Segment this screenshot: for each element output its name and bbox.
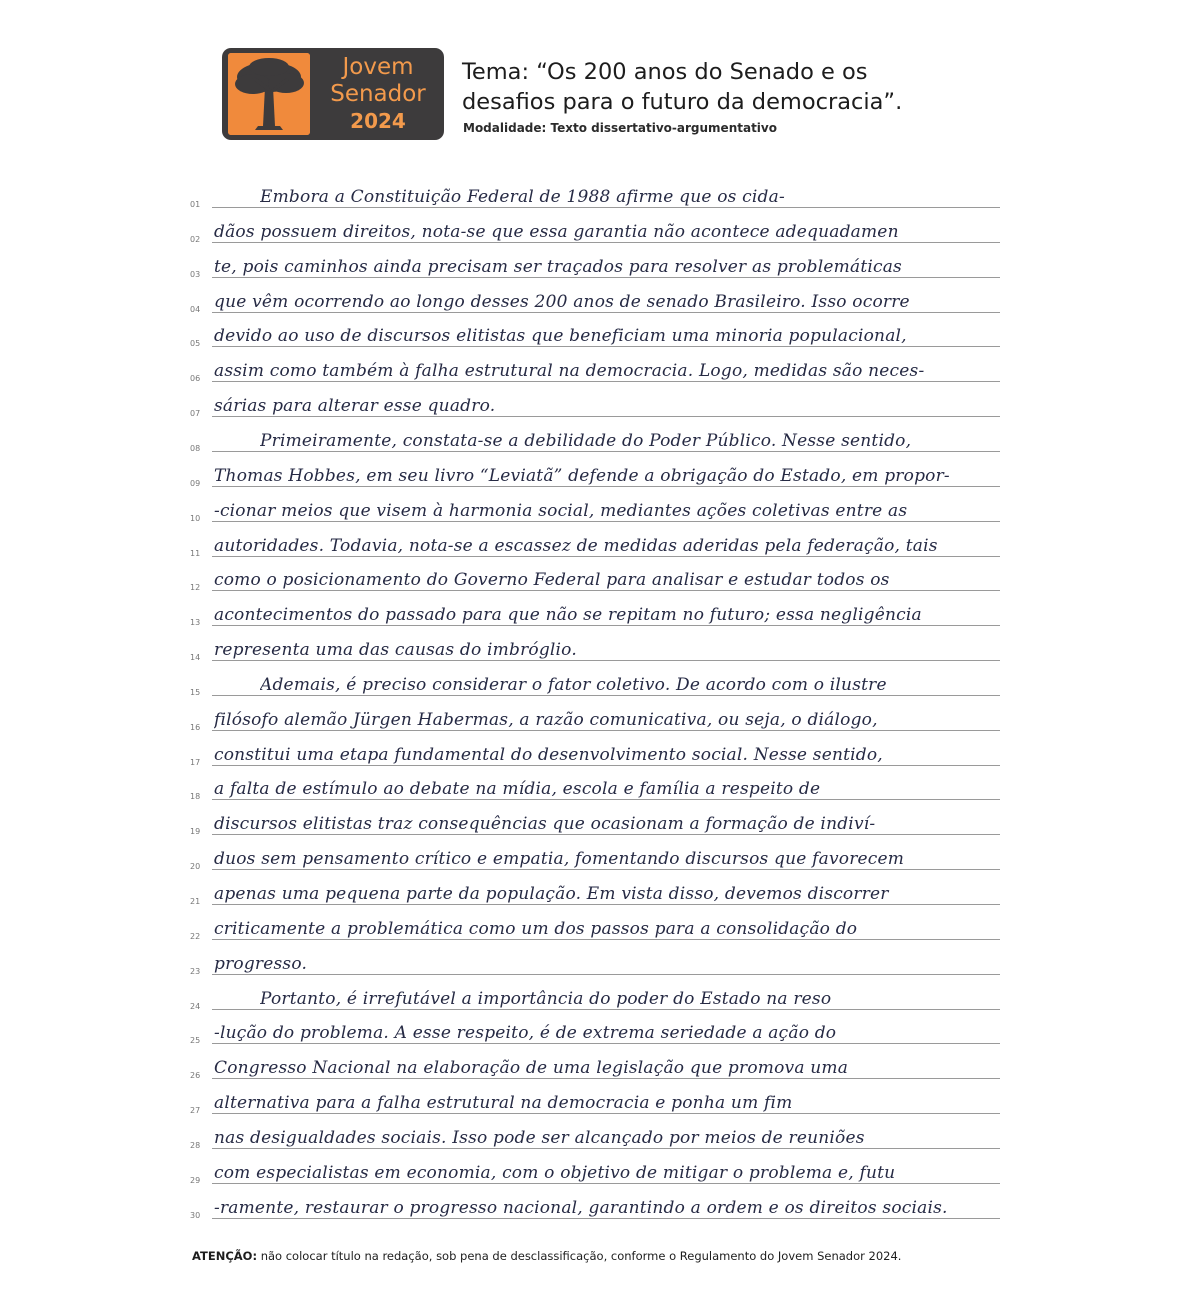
essay-line xyxy=(190,773,1010,803)
essay-line xyxy=(190,1122,1010,1152)
essay-line xyxy=(190,251,1010,281)
line-rule xyxy=(212,556,1000,557)
line-number: 11 xyxy=(190,548,201,558)
essay-line xyxy=(190,1087,1010,1117)
line-number: 12 xyxy=(190,583,201,593)
line-rule xyxy=(212,1078,1000,1079)
essay-line xyxy=(190,878,1010,908)
line-rule xyxy=(212,207,1000,208)
handwritten-text: com especialistas em economia, com o objetivo de mitigar o problema e, futu xyxy=(214,1162,896,1183)
line-number: 15 xyxy=(190,687,201,697)
handwritten-text: assim como também à falha estrutural na democracia. Logo, medidas são neces- xyxy=(214,361,925,382)
essay-line xyxy=(190,564,1010,594)
line-rule xyxy=(212,765,1000,766)
line-number: 19 xyxy=(190,827,201,837)
handwritten-text: autoridades. Todavia, nota-se a escassez de medidas aderidas pela federação, tais xyxy=(214,535,938,556)
essay-line xyxy=(190,704,1010,734)
essay-line xyxy=(190,286,1010,316)
line-number: 05 xyxy=(190,339,201,349)
theme-line-2: desafios para o futuro da democracia”. xyxy=(462,89,903,115)
essay-line xyxy=(190,599,1010,629)
line-rule xyxy=(212,590,1000,591)
line-number: 02 xyxy=(190,234,201,244)
line-number: 09 xyxy=(190,478,201,488)
handwritten-text: sárias para alterar esse quadro. xyxy=(214,396,496,417)
line-rule xyxy=(212,451,1000,452)
line-rule xyxy=(212,1113,1000,1114)
line-rule xyxy=(212,869,1000,870)
handwritten-text: -ramente, restaurar o progresso nacional, garantindo a ordem e os direitos sociais. xyxy=(214,1197,948,1218)
logo-line-2: Senador xyxy=(330,81,426,107)
line-number: 22 xyxy=(190,931,201,941)
handwritten-text: Portanto, é irrefutável a importância do poder do Estado na reso xyxy=(260,988,832,1009)
handwritten-text: acontecimentos do passado para que não se repitam no futuro; essa negligência xyxy=(214,605,922,626)
handwritten-text: a falta de estímulo ao debate na mídia, escola e família a respeito de xyxy=(214,779,821,800)
line-rule xyxy=(212,660,1000,661)
handwritten-text: representa uma das causas do imbróglio. xyxy=(214,640,577,661)
essay-line xyxy=(190,983,1010,1013)
logo-line-3: 2024 xyxy=(350,109,406,133)
handwritten-text: Embora a Constituição Federal de 1988 afirme que os cida- xyxy=(260,187,785,207)
line-number: 13 xyxy=(190,618,201,628)
line-number: 20 xyxy=(190,862,201,872)
essay-line xyxy=(190,1052,1010,1082)
line-rule xyxy=(212,939,1000,940)
line-rule xyxy=(212,834,1000,835)
footer-warning-text: não colocar título na redação, sob pena de desclassificação, conforme o Regulamento do Jovem Senador 2024. xyxy=(257,1249,902,1263)
line-rule xyxy=(212,1183,1000,1184)
line-rule xyxy=(212,521,1000,522)
essay-line xyxy=(190,913,1010,943)
line-rule xyxy=(212,242,1000,243)
line-rule xyxy=(212,312,1000,313)
line-rule xyxy=(212,381,1000,382)
handwritten-text: duos sem pensamento crítico e empatia, fomentando discursos que favorecem xyxy=(214,849,905,870)
handwritten-text: devido ao uso de discursos elitistas que beneficiam uma minoria populacional, xyxy=(214,326,907,347)
essay-lines xyxy=(190,0,1010,1300)
line-number: 14 xyxy=(190,653,201,663)
essay-line xyxy=(190,390,1010,420)
handwritten-text: Congresso Nacional na elaboração de uma legislação que promova uma xyxy=(214,1058,849,1079)
handwritten-text: dãos possuem direitos, nota-se que essa garantia não acontece adequadamen xyxy=(214,221,899,242)
essay-line xyxy=(190,495,1010,525)
line-rule xyxy=(212,486,1000,487)
line-rule xyxy=(212,1148,1000,1149)
line-number: 26 xyxy=(190,1071,201,1081)
line-number: 04 xyxy=(190,304,201,314)
line-number: 08 xyxy=(190,443,201,453)
line-number: 29 xyxy=(190,1175,201,1185)
essay-line xyxy=(190,181,1010,211)
line-number: 23 xyxy=(190,966,201,976)
handwritten-text: alternativa para a falha estrutural na democracia e ponha um fim xyxy=(214,1093,793,1114)
line-rule xyxy=(212,799,1000,800)
handwritten-text: que vêm ocorrendo ao longo desses 200 anos de senado Brasileiro. Isso ocorre xyxy=(214,291,910,312)
essay-line xyxy=(190,669,1010,699)
handwritten-text: como o posicionamento do Governo Federal para analisar e estudar todos os xyxy=(214,570,890,591)
line-rule xyxy=(212,730,1000,731)
line-rule xyxy=(212,1009,1000,1010)
essay-line xyxy=(190,530,1010,560)
line-rule xyxy=(212,1218,1000,1219)
handwritten-text: -lução do problema. A esse respeito, é de extrema seriedade a ação do xyxy=(214,1023,837,1044)
line-rule xyxy=(212,625,1000,626)
line-rule xyxy=(212,695,1000,696)
line-rule xyxy=(212,904,1000,905)
line-number: 17 xyxy=(190,757,201,767)
line-number: 01 xyxy=(190,200,201,209)
essay-line xyxy=(190,216,1010,246)
handwritten-text: progresso. xyxy=(214,953,308,974)
essay-line xyxy=(190,808,1010,838)
handwritten-text: Thomas Hobbes, em seu livro “Leviatã” defende a obrigação do Estado, em propor- xyxy=(214,465,950,486)
footer-warning-label: ATENÇÃO: xyxy=(192,1249,258,1263)
handwritten-text: te, pois caminhos ainda precisam ser traçados para resolver as problemáticas xyxy=(214,256,902,277)
line-number: 27 xyxy=(190,1106,201,1116)
essay-line xyxy=(190,634,1010,664)
logo-line-1: Jovem xyxy=(342,54,414,80)
footer-warning xyxy=(192,1249,901,1263)
essay-line xyxy=(190,1157,1010,1187)
handwritten-text: constitui uma etapa fundamental do desenvolvimento social. Nesse sentido, xyxy=(214,744,883,765)
line-rule xyxy=(212,346,1000,347)
line-number: 03 xyxy=(190,269,201,279)
essay-line xyxy=(190,460,1010,490)
essay-line xyxy=(190,355,1010,385)
essay-line xyxy=(190,948,1010,978)
line-number: 30 xyxy=(190,1210,201,1220)
handwritten-text: Ademais, é preciso considerar o fator coletivo. De acordo com o ilustre xyxy=(260,674,887,695)
handwritten-text: apenas uma pequena parte da população. Em vista disso, devemos discorrer xyxy=(214,884,889,904)
line-number: 16 xyxy=(190,722,201,732)
essay-line xyxy=(190,1192,1010,1222)
line-number: 21 xyxy=(190,897,201,906)
line-rule xyxy=(212,974,1000,975)
handwritten-text: filósofo alemão Jürgen Habermas, a razão comunicativa, ou seja, o diálogo, xyxy=(214,709,878,730)
essay-line xyxy=(190,425,1010,455)
line-rule xyxy=(212,416,1000,417)
line-number: 07 xyxy=(190,409,201,419)
line-number: 06 xyxy=(190,374,201,384)
handwritten-text: Primeiramente, constata-se a debilidade do Poder Público. Nesse sentido, xyxy=(260,430,912,451)
line-rule xyxy=(212,277,1000,278)
line-number: 28 xyxy=(190,1140,201,1150)
line-number: 18 xyxy=(190,792,201,802)
line-number: 24 xyxy=(190,1001,201,1011)
theme-line-1: Tema: “Os 200 anos do Senado e os xyxy=(462,59,868,85)
essay-line xyxy=(190,843,1010,873)
modality-label: Modalidade: Texto dissertativo-argumentativo xyxy=(463,121,777,135)
handwritten-text: -cionar meios que visem à harmonia social, mediantes ações coletivas entre as xyxy=(214,500,908,521)
essay-line xyxy=(190,320,1010,350)
line-number: 25 xyxy=(190,1036,201,1046)
handwritten-text: discursos elitistas traz consequências que ocasionam a formação de indiví- xyxy=(214,814,876,835)
essay-line xyxy=(190,1017,1010,1047)
essay-line xyxy=(190,739,1010,769)
handwritten-text: criticamente a problemática como um dos passos para a consolidação do xyxy=(214,918,858,939)
line-rule xyxy=(212,1043,1000,1044)
line-number: 10 xyxy=(190,513,201,523)
handwritten-text: nas desigualdades sociais. Isso pode ser alcançado por meios de reuniões xyxy=(214,1127,865,1148)
